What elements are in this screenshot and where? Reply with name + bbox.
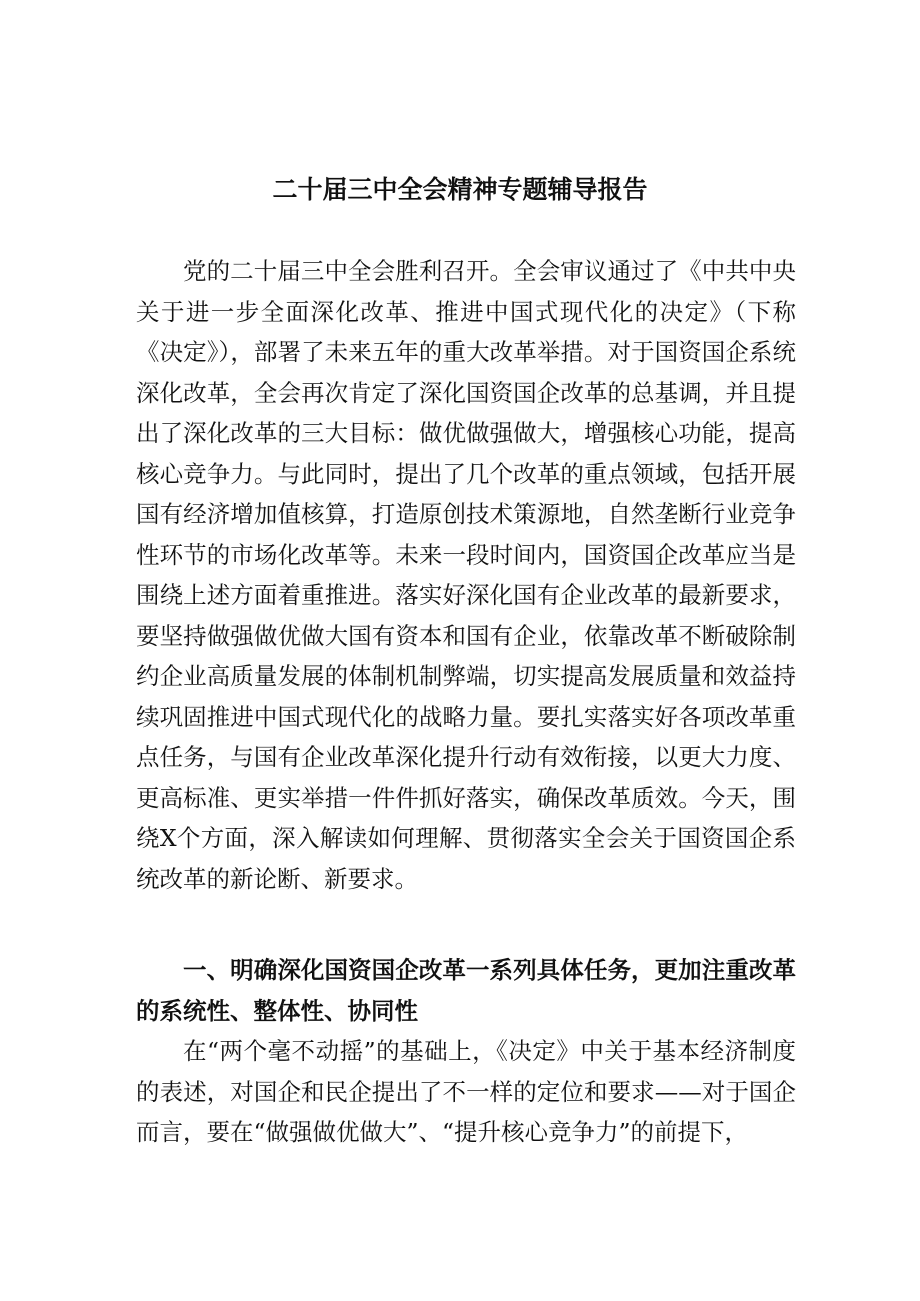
section-paragraph: 在“两个毫不动摇”的基础上，《决定》中关于基本经济制度的表述，对国企和民企提出了不一样的定位和要求——对于国企而言，要在“做强做优做大”、“提升核心竞争力”的前提下，	[136, 1037, 796, 1146]
intro-paragraph: 党的二十届三中全会胜利召开。全会审议通过了《中共中央关于进一步全面深化改革、推进中国式现代化的决定》（下称《决定》），部署了未来五年的重大改革举措。对于国资国企系统深化改革，全会再次肯定了深化国资国企改革的总基调，并且提出了深化改革的三大目标：做优做强做大，增强核心功能，提高核心竞争力。与此同时，提出了几个改革的重点领域，包括开展国有经济增加值核算，打造原创技术策源地，自然垄断行业竞争性环节的市场化改革等。未来一段时间内，国资国企改革应当是围绕上述方面着重推进。落实好深化国有企业改革的最新要求，要坚持做强做优做大国有资本和国有企业，依靠改革不断破除制约企业高质量发展的体制机制弊端，切实提高发展质量和效益持续巩固推进中国式现代化的战略力量。要扎实落实好各项改革重点任务，与国有企业改革深化提升行动有效衔接，以更大力度、更高标准、更实举措一件件抓好落实，确保改革质效。今天，围绕X个方面，深入解读如何理解、贯彻落实全会关于国资国企系统改革的新论断、新要求。	[136, 257, 796, 893]
document-title: 二十届三中全会精神专题辅导报告	[272, 175, 648, 204]
section-heading: 一、明确深化国资国企改革一系列具体任务，更加注重改革的系统性、整体性、协同性	[136, 956, 796, 1025]
